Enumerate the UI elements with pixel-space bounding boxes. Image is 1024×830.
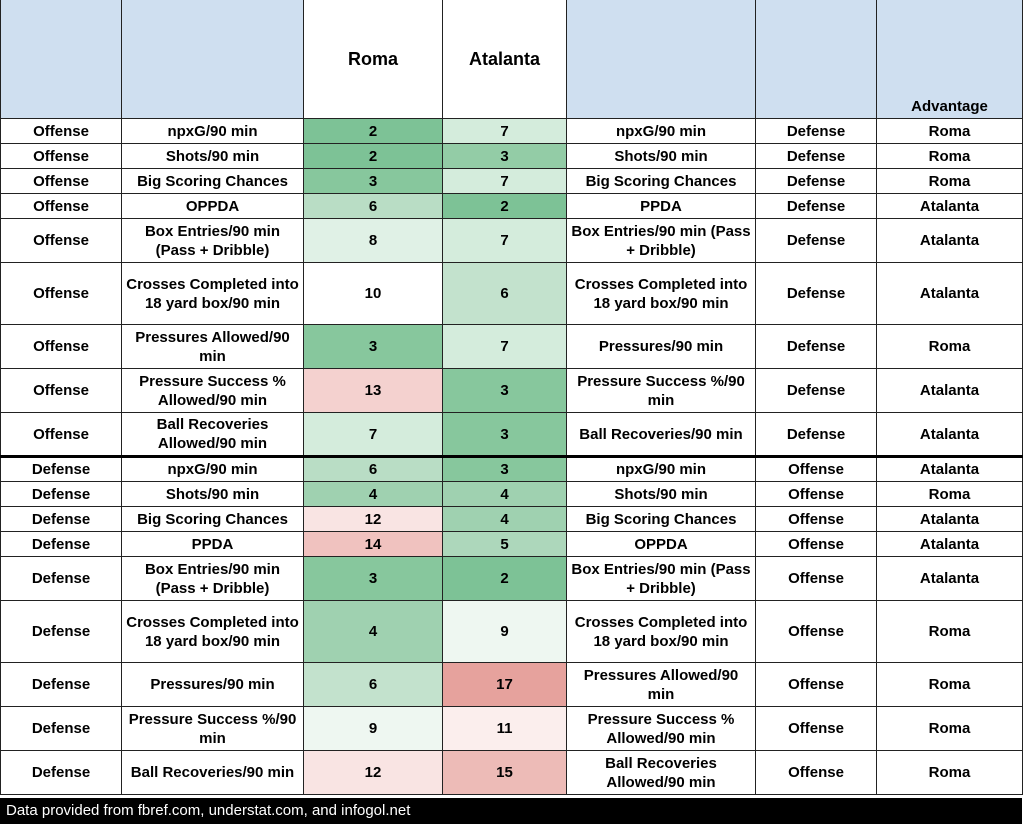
header-row bbox=[1, 0, 1023, 119]
side-b-cell: Offense bbox=[756, 751, 877, 795]
table-row bbox=[1, 457, 1023, 482]
side-b-cell: Defense bbox=[756, 219, 877, 263]
atalanta-rank-cell: 15 bbox=[443, 751, 567, 795]
atalanta-rank-cell: 3 bbox=[443, 144, 567, 169]
metric-a-cell: Shots/90 min bbox=[122, 482, 304, 507]
metric-b-cell: Box Entries/90 min (Pass + Dribble) bbox=[567, 557, 756, 601]
table-row bbox=[1, 413, 1023, 457]
side-b-cell: Offense bbox=[756, 532, 877, 557]
side-a-cell: Defense bbox=[1, 707, 122, 751]
advantage-cell: Atalanta bbox=[877, 532, 1023, 557]
side-a-cell: Offense bbox=[1, 169, 122, 194]
atalanta-rank-cell: 2 bbox=[443, 194, 567, 219]
side-b-cell: Defense bbox=[756, 119, 877, 144]
metric-a-cell: Pressure Success %/90 min bbox=[122, 707, 304, 751]
side-a-cell: Defense bbox=[1, 601, 122, 663]
side-a-cell: Offense bbox=[1, 119, 122, 144]
table-row bbox=[1, 482, 1023, 507]
roma-rank-cell: 12 bbox=[304, 507, 443, 532]
table-row bbox=[1, 263, 1023, 325]
side-a-cell: Defense bbox=[1, 507, 122, 532]
metric-a-cell: Box Entries/90 min (Pass + Dribble) bbox=[122, 557, 304, 601]
roma-rank-cell: 3 bbox=[304, 325, 443, 369]
side-a-cell: Defense bbox=[1, 751, 122, 795]
metric-b-cell: npxG/90 min bbox=[567, 457, 756, 482]
roma-rank-cell: 13 bbox=[304, 369, 443, 413]
roma-rank-cell: 3 bbox=[304, 169, 443, 194]
advantage-cell: Atalanta bbox=[877, 507, 1023, 532]
data-source-footer: Data provided from fbref.com, understat.com, and infogol.net bbox=[0, 798, 1022, 824]
side-a-cell: Offense bbox=[1, 325, 122, 369]
table-row bbox=[1, 369, 1023, 413]
metric-b-cell: Pressures Allowed/90 min bbox=[567, 663, 756, 707]
metric-b-cell: Shots/90 min bbox=[567, 144, 756, 169]
side-b-cell: Offense bbox=[756, 601, 877, 663]
table-row bbox=[1, 601, 1023, 663]
side-a-cell: Defense bbox=[1, 557, 122, 601]
atalanta-rank-cell: 3 bbox=[443, 457, 567, 482]
roma-rank-cell: 4 bbox=[304, 601, 443, 663]
roma-rank-cell: 7 bbox=[304, 413, 443, 457]
metric-a-cell: Crosses Completed into 18 yard box/90 min bbox=[122, 263, 304, 325]
table-row bbox=[1, 663, 1023, 707]
header-blank-1 bbox=[1, 0, 122, 119]
atalanta-rank-cell: 3 bbox=[443, 369, 567, 413]
table-row bbox=[1, 144, 1023, 169]
atalanta-rank-cell: 11 bbox=[443, 707, 567, 751]
metric-a-cell: Pressures/90 min bbox=[122, 663, 304, 707]
advantage-cell: Atalanta bbox=[877, 457, 1023, 482]
metric-a-cell: Crosses Completed into 18 yard box/90 min bbox=[122, 601, 304, 663]
advantage-cell: Roma bbox=[877, 119, 1023, 144]
atalanta-rank-cell: 4 bbox=[443, 482, 567, 507]
table-row bbox=[1, 219, 1023, 263]
side-a-cell: Defense bbox=[1, 663, 122, 707]
advantage-cell: Atalanta bbox=[877, 194, 1023, 219]
metric-b-cell: Ball Recoveries Allowed/90 min bbox=[567, 751, 756, 795]
metric-a-cell: Big Scoring Chances bbox=[122, 507, 304, 532]
side-a-cell: Offense bbox=[1, 194, 122, 219]
advantage-cell: Atalanta bbox=[877, 413, 1023, 457]
side-b-cell: Offense bbox=[756, 707, 877, 751]
metric-b-cell: npxG/90 min bbox=[567, 119, 756, 144]
side-a-cell: Defense bbox=[1, 482, 122, 507]
metric-b-cell: Crosses Completed into 18 yard box/90 min bbox=[567, 601, 756, 663]
roma-rank-cell: 6 bbox=[304, 457, 443, 482]
metric-a-cell: npxG/90 min bbox=[122, 457, 304, 482]
advantage-cell: Roma bbox=[877, 169, 1023, 194]
table-row bbox=[1, 557, 1023, 601]
roma-rank-cell: 6 bbox=[304, 194, 443, 219]
atalanta-rank-cell: 17 bbox=[443, 663, 567, 707]
atalanta-rank-cell: 2 bbox=[443, 557, 567, 601]
atalanta-rank-cell: 3 bbox=[443, 413, 567, 457]
metric-b-cell: Pressure Success %/90 min bbox=[567, 369, 756, 413]
table-row bbox=[1, 325, 1023, 369]
advantage-cell: Roma bbox=[877, 663, 1023, 707]
side-b-cell: Offense bbox=[756, 457, 877, 482]
side-a-cell: Offense bbox=[1, 263, 122, 325]
roma-rank-cell: 4 bbox=[304, 482, 443, 507]
metric-b-cell: Crosses Completed into 18 yard box/90 min bbox=[567, 263, 756, 325]
side-b-cell: Defense bbox=[756, 263, 877, 325]
side-b-cell: Defense bbox=[756, 194, 877, 219]
advantage-cell: Roma bbox=[877, 482, 1023, 507]
roma-rank-cell: 9 bbox=[304, 707, 443, 751]
atalanta-rank-cell: 7 bbox=[443, 169, 567, 194]
roma-rank-cell: 10 bbox=[304, 263, 443, 325]
advantage-cell: Atalanta bbox=[877, 369, 1023, 413]
metric-b-cell: Pressure Success % Allowed/90 min bbox=[567, 707, 756, 751]
side-a-cell: Defense bbox=[1, 457, 122, 482]
metric-b-cell: Box Entries/90 min (Pass + Dribble) bbox=[567, 219, 756, 263]
team-b-header: Atalanta bbox=[443, 0, 567, 119]
side-a-cell: Offense bbox=[1, 413, 122, 457]
metric-b-cell: Ball Recoveries/90 min bbox=[567, 413, 756, 457]
table-row bbox=[1, 194, 1023, 219]
advantage-cell: Roma bbox=[877, 144, 1023, 169]
table-row bbox=[1, 707, 1023, 751]
atalanta-rank-cell: 6 bbox=[443, 263, 567, 325]
side-b-cell: Defense bbox=[756, 369, 877, 413]
team-a-header: Roma bbox=[304, 0, 443, 119]
side-a-cell: Defense bbox=[1, 532, 122, 557]
table-row bbox=[1, 751, 1023, 795]
table-row bbox=[1, 507, 1023, 532]
metric-b-cell: PPDA bbox=[567, 194, 756, 219]
side-a-cell: Offense bbox=[1, 369, 122, 413]
atalanta-rank-cell: 4 bbox=[443, 507, 567, 532]
metric-a-cell: Ball Recoveries/90 min bbox=[122, 751, 304, 795]
advantage-cell: Atalanta bbox=[877, 219, 1023, 263]
metric-b-cell: Shots/90 min bbox=[567, 482, 756, 507]
metric-a-cell: Box Entries/90 min (Pass + Dribble) bbox=[122, 219, 304, 263]
atalanta-rank-cell: 7 bbox=[443, 219, 567, 263]
side-b-cell: Defense bbox=[756, 325, 877, 369]
advantage-cell: Atalanta bbox=[877, 557, 1023, 601]
advantage-cell: Atalanta bbox=[877, 263, 1023, 325]
side-b-cell: Offense bbox=[756, 482, 877, 507]
roma-rank-cell: 14 bbox=[304, 532, 443, 557]
atalanta-rank-cell: 7 bbox=[443, 325, 567, 369]
advantage-cell: Roma bbox=[877, 707, 1023, 751]
metric-a-cell: Big Scoring Chances bbox=[122, 169, 304, 194]
advantage-header: Advantage bbox=[877, 0, 1023, 119]
metric-a-cell: Ball Recoveries Allowed/90 min bbox=[122, 413, 304, 457]
side-b-cell: Offense bbox=[756, 507, 877, 532]
table-row bbox=[1, 119, 1023, 144]
metric-a-cell: npxG/90 min bbox=[122, 119, 304, 144]
atalanta-rank-cell: 7 bbox=[443, 119, 567, 144]
atalanta-rank-cell: 9 bbox=[443, 601, 567, 663]
roma-rank-cell: 3 bbox=[304, 557, 443, 601]
roma-rank-cell: 12 bbox=[304, 751, 443, 795]
metric-a-cell: Pressure Success % Allowed/90 min bbox=[122, 369, 304, 413]
header-blank-2 bbox=[122, 0, 304, 119]
side-b-cell: Defense bbox=[756, 169, 877, 194]
side-b-cell: Offense bbox=[756, 663, 877, 707]
advantage-cell: Roma bbox=[877, 601, 1023, 663]
metric-b-cell: Pressures/90 min bbox=[567, 325, 756, 369]
metric-b-cell: OPPDA bbox=[567, 532, 756, 557]
metric-b-cell: Big Scoring Chances bbox=[567, 169, 756, 194]
metric-a-cell: Shots/90 min bbox=[122, 144, 304, 169]
atalanta-rank-cell: 5 bbox=[443, 532, 567, 557]
roma-rank-cell: 2 bbox=[304, 144, 443, 169]
advantage-cell: Roma bbox=[877, 751, 1023, 795]
header-blank-4 bbox=[756, 0, 877, 119]
side-b-cell: Defense bbox=[756, 413, 877, 457]
table-row bbox=[1, 169, 1023, 194]
roma-rank-cell: 8 bbox=[304, 219, 443, 263]
metric-a-cell: PPDA bbox=[122, 532, 304, 557]
advantage-cell: Roma bbox=[877, 325, 1023, 369]
side-b-cell: Defense bbox=[756, 144, 877, 169]
side-a-cell: Offense bbox=[1, 144, 122, 169]
roma-rank-cell: 2 bbox=[304, 119, 443, 144]
metric-b-cell: Big Scoring Chances bbox=[567, 507, 756, 532]
metric-a-cell: OPPDA bbox=[122, 194, 304, 219]
header-blank-3 bbox=[567, 0, 756, 119]
metric-a-cell: Pressures Allowed/90 min bbox=[122, 325, 304, 369]
bottom-strip bbox=[0, 824, 1022, 830]
roma-rank-cell: 6 bbox=[304, 663, 443, 707]
table-row bbox=[1, 532, 1023, 557]
side-a-cell: Offense bbox=[1, 219, 122, 263]
side-b-cell: Offense bbox=[756, 557, 877, 601]
